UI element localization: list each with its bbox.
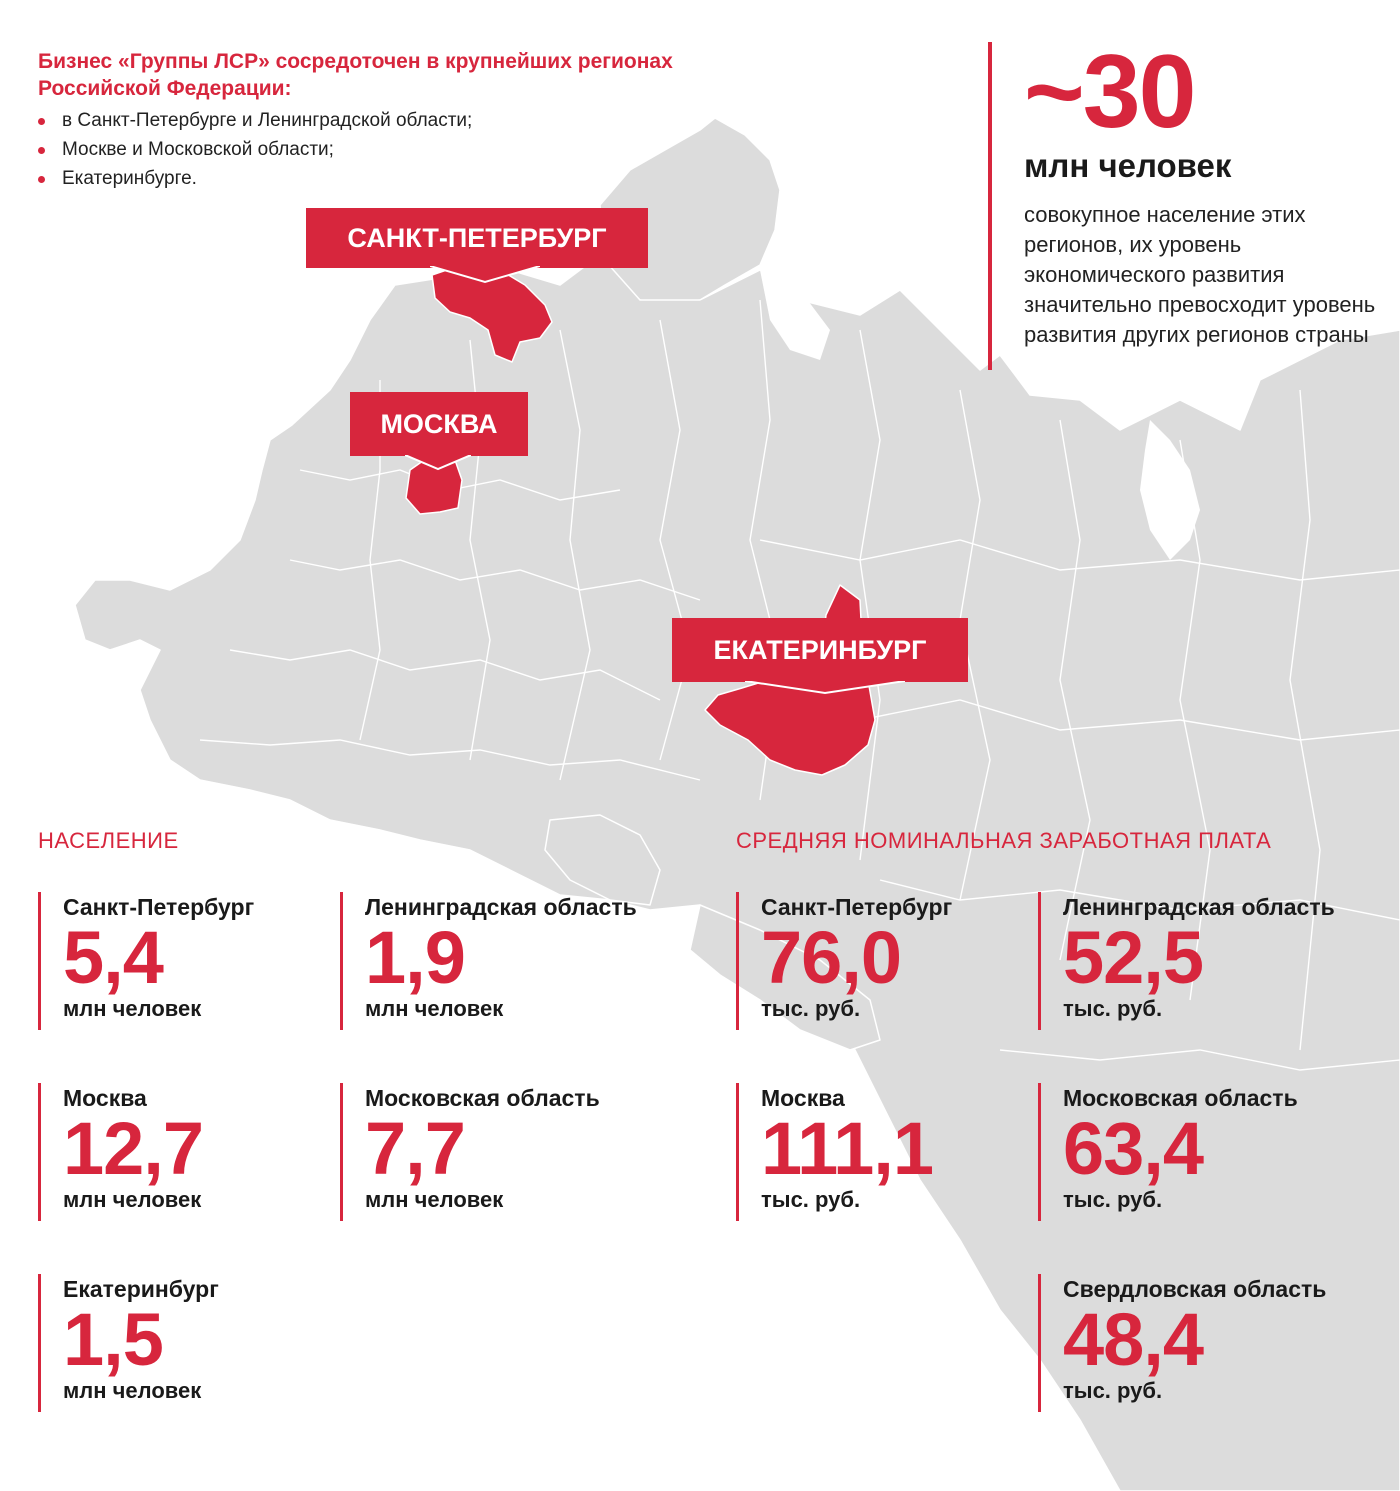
map-label-ekb <box>672 618 968 682</box>
map-label-ekb-text: ЕКАТЕРИНБУРГ <box>713 635 927 665</box>
stat-name: Ленинградская область <box>1063 894 1335 920</box>
stat-unit: тыс. руб. <box>1063 1187 1163 1212</box>
stat-name: Московская область <box>365 1085 600 1111</box>
stat-name: Москва <box>761 1085 845 1111</box>
population-heading: НАСЕЛЕНИЕ <box>38 828 179 853</box>
stat-unit: тыс. руб. <box>761 996 861 1021</box>
stat-name: Московская область <box>1063 1085 1298 1111</box>
stat-value: 76,0 <box>761 916 902 999</box>
intro-list-item: Москве и Московской области; <box>38 135 698 164</box>
stat-value: 7,7 <box>365 1107 465 1190</box>
stat-unit: тыс. руб. <box>761 1187 861 1212</box>
stat-unit: млн человек <box>365 1187 504 1212</box>
stat-value: 5,4 <box>63 916 163 999</box>
stat-value: 1,5 <box>63 1298 163 1381</box>
stat-unit: тыс. руб. <box>1063 996 1163 1021</box>
stat-value: 1,9 <box>365 916 465 999</box>
stat-name: Санкт-Петербург <box>761 894 953 920</box>
population-stat-moscow-region <box>340 1083 600 1221</box>
map-label-moscow-text: МОСКВА <box>380 409 498 439</box>
salary-heading: СРЕДНЯЯ НОМИНАЛЬНАЯ ЗАРАБОТНАЯ ПЛАТА <box>736 828 1272 853</box>
salary-stat-moscow <box>736 1083 933 1221</box>
intro-block <box>38 48 698 193</box>
map-label-spb <box>306 208 648 268</box>
map-label-moscow-pointer <box>405 455 471 471</box>
salary-stat-sverdlovsk <box>1038 1274 1326 1412</box>
intro-list-item: в Санкт-Петербурге и Ленинградской области; <box>38 106 698 135</box>
stat-unit: млн человек <box>365 996 504 1021</box>
salary-stat-leningrad <box>1038 892 1335 1030</box>
intro-list <box>38 106 698 193</box>
stat-value: 12,7 <box>63 1107 204 1190</box>
map-label-ekb-pointer <box>745 681 905 695</box>
map-label-moscow <box>350 392 528 456</box>
population-stat-moscow <box>38 1083 203 1221</box>
stat-unit: тыс. руб. <box>1063 1378 1163 1403</box>
stat-name: Свердловская область <box>1063 1276 1327 1302</box>
headline-value: ~30 <box>1024 34 1195 150</box>
headline-unit: млн человек <box>1024 147 1232 184</box>
stat-unit: млн человек <box>63 1187 202 1212</box>
map-label-spb-text: САНКТ-ПЕТЕРБУРГ <box>347 223 607 253</box>
stat-name: Екатеринбург <box>63 1276 219 1302</box>
stat-name: Ленинградская область <box>365 894 637 920</box>
map-label-spb-pointer <box>430 266 540 284</box>
stat-name: Москва <box>63 1085 147 1111</box>
stat-unit: млн человек <box>63 996 202 1021</box>
headline-description: совокупное население этих регионов, их уровень экономического развития значительно превосходит уровень развития других регионов страны <box>1024 202 1376 347</box>
population-stat-ekb <box>38 1274 219 1412</box>
stat-unit: млн человек <box>63 1378 202 1403</box>
stat-value: 52,5 <box>1063 916 1204 999</box>
population-stat-spb <box>38 892 254 1030</box>
salary-stat-moscow-region <box>1038 1083 1298 1221</box>
population-stat-leningrad <box>340 892 637 1030</box>
stat-name: Санкт-Петербург <box>63 894 255 920</box>
intro-title: Бизнес «Группы ЛСР» сосредоточен в крупнейших регионах Российской Федерации: <box>38 50 673 100</box>
salary-stat-spb <box>736 892 952 1030</box>
stat-value: 48,4 <box>1063 1298 1204 1381</box>
intro-list-item: Екатеринбурге. <box>38 164 698 193</box>
stat-value: 111,1 <box>761 1107 934 1190</box>
stat-value: 63,4 <box>1063 1107 1204 1190</box>
headline-stat <box>988 34 1388 370</box>
